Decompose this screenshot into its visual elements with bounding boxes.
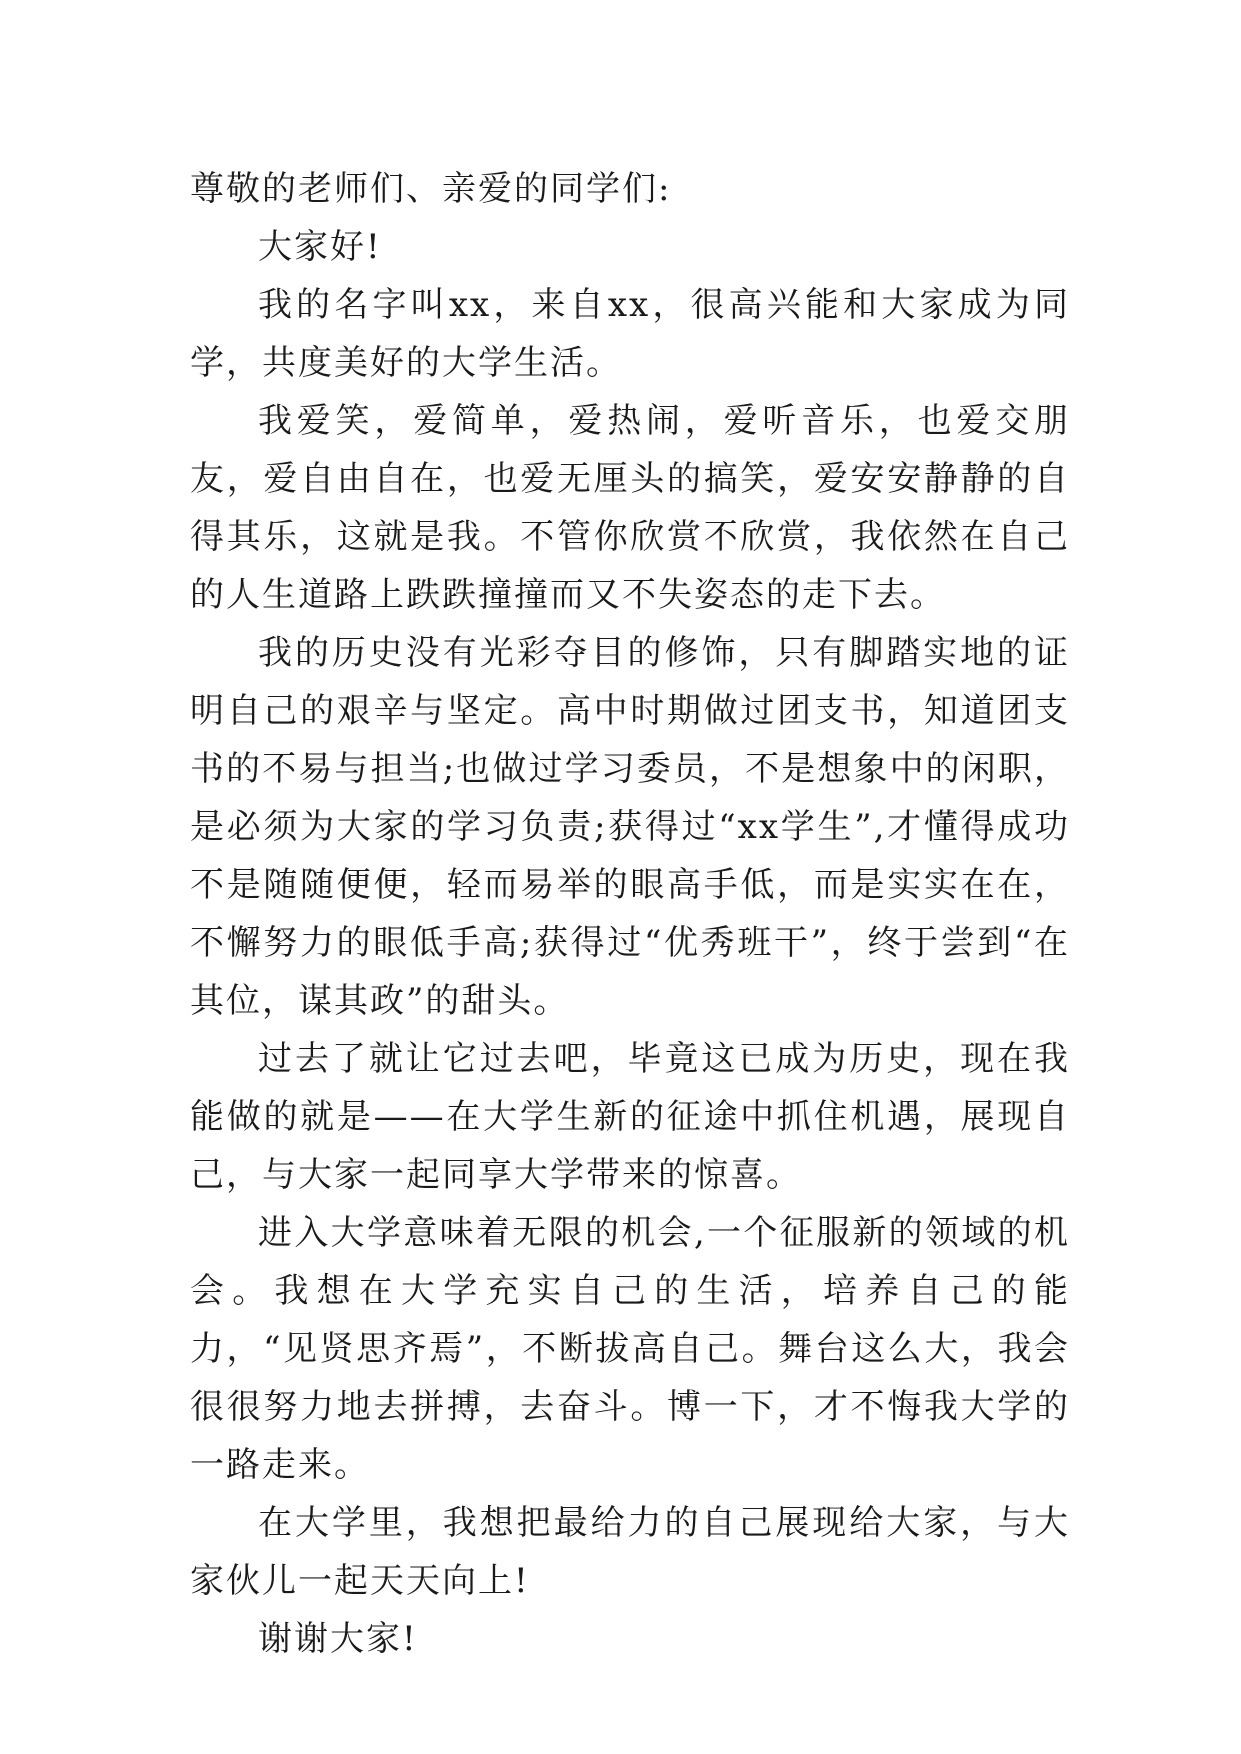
paragraph-history: 我的历史没有光彩夺目的修饰，只有脚踏实地的证明自己的艰辛与坚定。高中时期做过团支书，知道团支书的不易与担当;也做过学习委员，不是想象中的闲职，是必须为大家的学习负责;获得过“xx学生”,才懂得成功不是随随便便，轻而易举的眼高手低，而是实实在在，不懈努力的眼低手高;获得过“优秀班干”，终于尝到“在其位，谋其政”的甜头。 — [190, 633, 1070, 1021]
paragraph-closing-wish: 在大学里，我想把最给力的自己展现给大家，与大家伙儿一起天天向上! — [190, 1503, 1070, 1601]
paragraph-university-goals: 进入大学意味着无限的机会,一个征服新的领域的机会。我想在大学充实自己的生活，培养自己的能力，“见贤思齐焉”，不断拔高自己。舞台这么大，我会很很努力地去拼搏，去奋斗。博一下，才不悔我大学的一路走来。 — [190, 1213, 1070, 1485]
speech-text — [190, 160, 1070, 1668]
paragraph-thanks: 谢谢大家! — [258, 1619, 418, 1659]
salutation: 尊敬的老师们、亲爱的同学们: — [190, 169, 672, 209]
paragraph-personality: 我爱笑，爱简单，爱热闹，爱听音乐，也爱交朋友，爱自由自在，也爱无厘头的搞笑，爱安安静静的自得其乐，这就是我。不管你欣赏不欣赏，我依然在自己的人生道路上跌跌撞撞而又不失姿态的走下去。 — [190, 401, 1070, 615]
paragraph-looking-forward: 过去了就让它过去吧，毕竟这已成为历史，现在我能做的就是——在大学生新的征途中抓住机遇，展现自己，与大家一起同享大学带来的惊喜。 — [190, 1039, 1070, 1195]
paragraph-introduction: 我的名字叫xx，来自xx，很高兴能和大家成为同学，共度美好的大学生活。 — [190, 285, 1070, 383]
paragraph-greeting: 大家好! — [258, 227, 382, 267]
